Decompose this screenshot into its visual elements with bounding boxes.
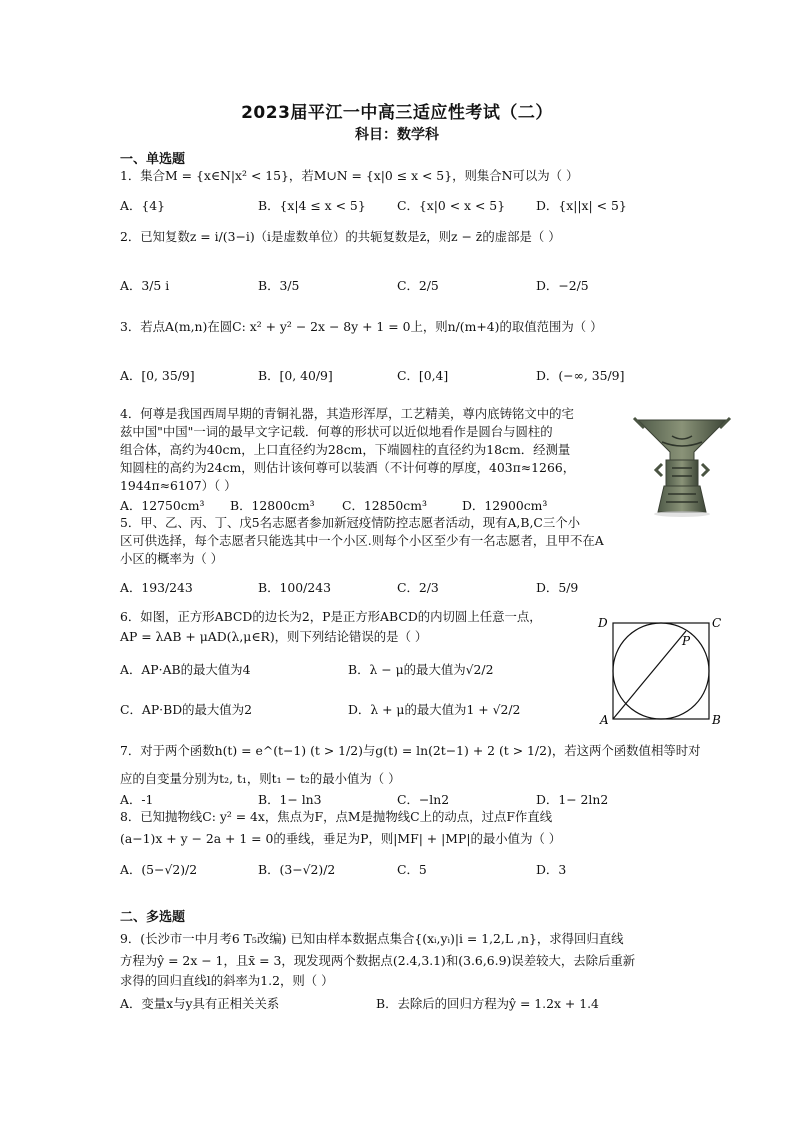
label-a: A: [600, 713, 609, 727]
q4-line-2: 兹中国"中国"一词的最早文字记载．何尊的形状可以近似地看作是圆台与圆柱的: [120, 424, 553, 439]
q5-option-a: A．193/243: [120, 580, 193, 595]
q6-square-figure: [596, 612, 726, 728]
q4-line-3: 组合体，高约为40cm，上口直径约为28cm，下端圆柱的直径约为18cm．经测量: [120, 442, 571, 457]
label-d: D: [598, 616, 608, 630]
exam-subject: 科目：数学科: [355, 127, 439, 143]
q8-option-b: B．(3−√2)/2: [258, 862, 336, 877]
q8-option-c: C．5: [397, 862, 427, 877]
q8-option-a: A．(5−√2)/2: [120, 862, 198, 877]
q7-option-b: B．1− ln3: [258, 792, 322, 807]
q1-stem: 1．集合M = {x∈N|x² < 15}，若M∪N = {x|0 ≤ x < 5}，则集合N可以为（ ）: [120, 168, 579, 183]
q6-line-2: AP = λAB + μAD(λ,μ∈R)，则下列结论错误的是（ ）: [120, 629, 428, 644]
q9-option-b: B．去除后的回归方程为ŷ = 1.2x + 1.4: [376, 996, 599, 1011]
q2-option-d: D．−2/5: [536, 278, 589, 293]
q3-option-d: D．(−∞, 35/9]: [536, 368, 625, 383]
q2-option-b: B．3/5: [258, 278, 300, 293]
exam-title: 2023届平江一中高三适应性考试（二）: [241, 103, 553, 123]
q7-line-1: 7．对于两个函数h(t) = e^(t−1) (t > 1/2)与g(t) = ln(2t−1) + 2 (t > 1/2)，若这两个函数值相等时对: [120, 743, 701, 758]
he-zun-vessel-image: [632, 412, 732, 520]
q4-line-5: 1944π≈6107）（ ）: [120, 478, 237, 493]
q4-option-a: A．12750cm³: [120, 498, 205, 513]
label-p: P: [682, 634, 691, 648]
q6-option-d: D．λ + μ的最大值为1 + √2/2: [348, 702, 521, 717]
q1-option-d: D．{x||x| < 5}: [536, 198, 627, 213]
q5-option-b: B．100/243: [258, 580, 331, 595]
segment-ap: [613, 631, 686, 719]
q1-option-c: C．{x|0 < x < 5}: [397, 198, 506, 213]
label-c: C: [712, 616, 722, 630]
q6-line-1: 6．如图，正方形ABCD的边长为2，P是正方形ABCD的内切圆上任意一点，: [120, 609, 542, 624]
q7-option-d: D．1− 2ln2: [536, 792, 609, 807]
q3-option-a: A．[0, 35/9]: [120, 368, 195, 383]
q1-option-b: B．{x|4 ≤ x < 5}: [258, 198, 366, 213]
q6-option-b: B．λ − μ的最大值为√2/2: [348, 662, 494, 677]
q7-option-a: A．-1: [120, 792, 154, 807]
section-multi-choice: 二、多选题: [120, 910, 186, 925]
q4-line-4: 知圆柱的高约为24cm，则估计该何尊可以装酒（不计何尊的厚度，403π≈1266，: [120, 460, 576, 475]
q4-option-c: C．12850cm³: [342, 498, 427, 513]
q9-line-2: 方程为ŷ = 2x − 1，且x̄ = 3，现发现两个数据点(2.4,3.1)和(3.6,6.9)误差较大，去除后重新: [120, 953, 636, 968]
q9-line-1: 9．(长沙市一中月考6 T₅改编) 已知由样本数据点集合{(xᵢ,yᵢ)|i = 1,2,L ,n}，求得回归直线: [120, 931, 624, 946]
q5-option-d: D．5/9: [536, 580, 579, 595]
q9-line-3: 求得的回归直线l的斜率为1.2，则（ ）: [120, 973, 334, 988]
q8-line-2: (a−1)x + y − 2a + 1 = 0的垂线，垂足为P，则|MF| + |MP|的最小值为（ ）: [120, 831, 562, 846]
q2-option-c: C．2/5: [397, 278, 439, 293]
q6-option-c: C．AP·BD的最大值为2: [120, 702, 252, 717]
q5-line-2: 区可供选择，每个志愿者只能选其中一个小区.则每个小区至少有一名志愿者，且甲不在A: [120, 533, 604, 548]
q4-option-d: D．12900cm³: [462, 498, 548, 513]
q2-option-a: A．3/5 i: [120, 278, 170, 293]
q3-stem: 3．若点A(m,n)在圆C: x² + y² − 2x − 8y + 1 = 0上，则n/(m+4)的取值范围为（ ）: [120, 319, 603, 334]
q4-option-b: B．12800cm³: [230, 498, 315, 513]
q5-line-1: 5．甲、乙、丙、丁、戊5名志愿者参加新冠疫情防控志愿者活动，现有A,B,C三个小: [120, 515, 581, 530]
q4-line-1: 4．何尊是我国西周早期的青铜礼器，其造形浑厚，工艺精美，尊内底铸铭文中的宅: [120, 406, 574, 421]
q7-line-2: 应的自变量分别为t₂, t₁，则t₁ − t₂的最小值为（ ）: [120, 771, 401, 786]
q7-option-c: C．−ln2: [397, 792, 450, 807]
inscribed-circle: [613, 623, 709, 719]
q8-option-d: D．3: [536, 862, 567, 877]
label-b: B: [712, 713, 721, 727]
q6-option-a: A．AP·AB的最大值为4: [120, 662, 251, 677]
q3-option-b: B．[0, 40/9]: [258, 368, 333, 383]
q8-line-1: 8．已知抛物线C: y² = 4x，焦点为F，点M是抛物线C上的动点，过点F作直线: [120, 809, 553, 824]
q5-option-c: C．2/3: [397, 580, 439, 595]
q1-option-a: A．{4}: [120, 198, 165, 213]
q5-line-3: 小区的概率为（ ）: [120, 551, 224, 566]
q3-option-c: C．[0,4]: [397, 368, 449, 383]
q2-stem: 2．已知复数z = i/(3−i)（i是虚数单位）的共轭复数是z̄，则z − z̄的虚部是（ ）: [120, 229, 561, 244]
section-single-choice: 一、单选题: [120, 152, 186, 167]
q9-option-a: A．变量x与y具有正相关关系: [120, 996, 280, 1011]
